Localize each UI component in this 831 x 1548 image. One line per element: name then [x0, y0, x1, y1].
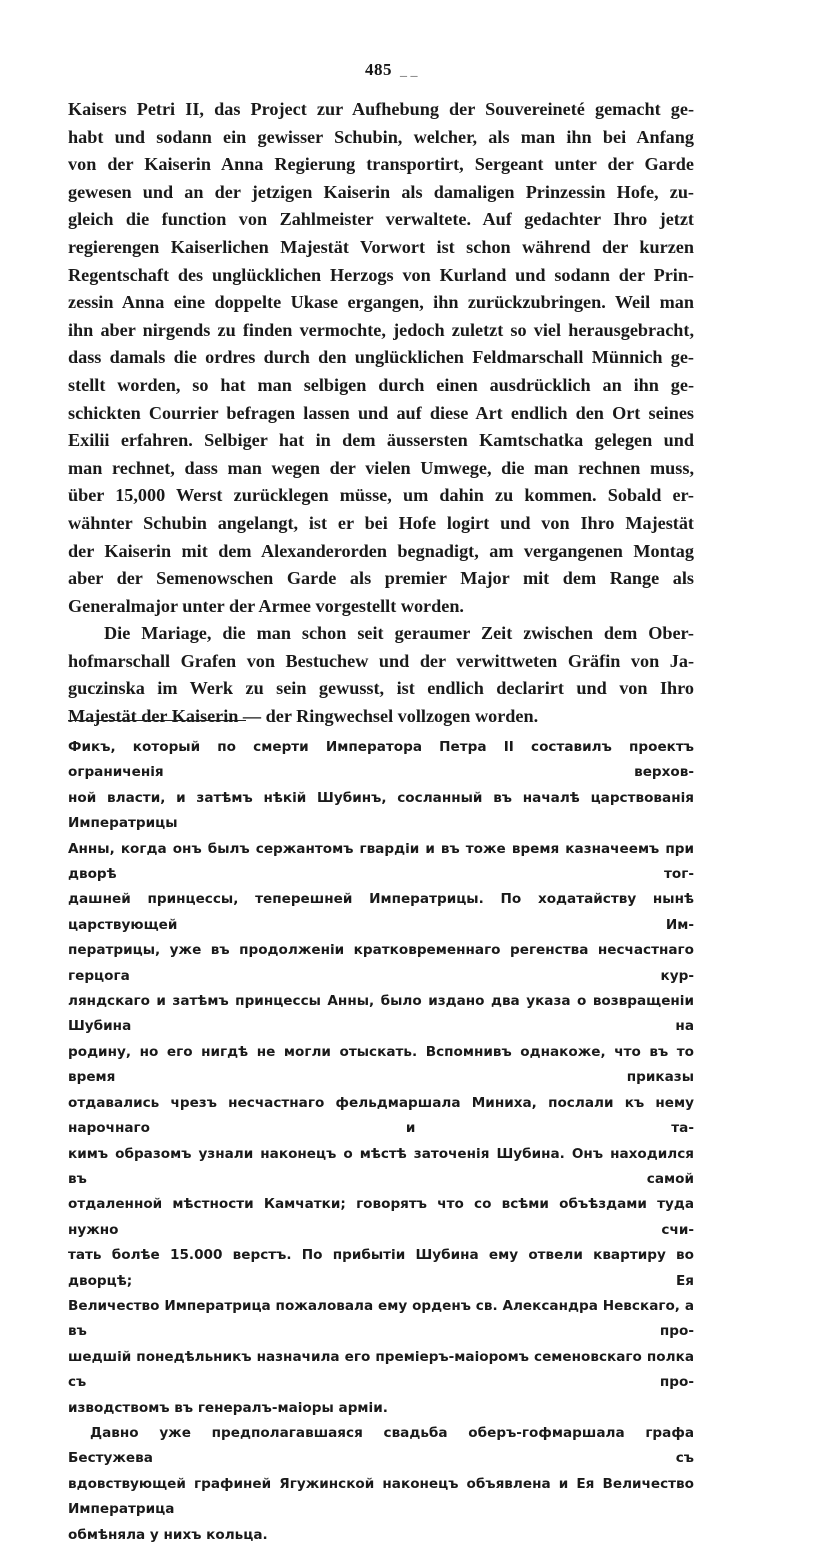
russian-line: отдаленной мѣстности Камчатки; говорятъ что со всѣми объѣздами туда нужно счи-	[68, 1196, 694, 1238]
german-line: dass damals die ordres durch den unglücklichen Feldmarschall Münnich ge-	[68, 347, 694, 368]
russian-line: Величество Императрица пожаловала ему орденъ св. Александра Невскаго, а въ про-	[68, 1297, 694, 1340]
german-line: regierengen Kaiserlichen Majestät Vorwort ist schon während der kurzen	[68, 236, 694, 257]
russian-line: отдавались чрезъ несчастнаго фельдмаршала Миниха, послали къ нему нарочнаго и та-	[68, 1094, 694, 1137]
german-line: Regentschaft des unglücklichen Herzogs von Kurland und sodann der Prin-	[68, 264, 694, 285]
german-line: von der Kaiserin Anna Regierung transportirt, Sergeant unter der Garde	[68, 154, 694, 175]
german-line: stellt worden, so hat man selbigen durch einen ausdrücklich an ihn ge-	[68, 374, 694, 395]
russian-paragraph-2	[68, 1421, 694, 1548]
german-line: Exilii erfahren. Selbiger hat in dem äussersten Kamtschatka gelegen und	[68, 430, 694, 451]
russian-line: Давно уже предполагавшаяся свадьба оберъ-гофмаршала графа Бестужева съ	[68, 1424, 694, 1467]
russian-line: шедшій понедѣльникъ назначила его премiеръ-маiоромъ семеновскаго полка съ про-	[68, 1348, 694, 1391]
german-line: schickten Courrier befragen lassen und auf diese Art endlich den Ort seines	[68, 402, 694, 423]
german-line: über 15,000 Werst zurücklegen müsse, um dahin zu kommen. Sobald er-	[68, 485, 694, 506]
german-line: der Kaiserin mit dem Alexanderorden begnadigt, am vergangenen Montag	[68, 540, 694, 561]
russian-line: изводствомъ въ генералъ-маiоры арміи.	[68, 1399, 388, 1416]
german-line: hofmarschall Grafen von Bestuchew und der verwittweten Gräfin von Ja-	[68, 650, 694, 671]
russian-line: родину, но его нигдѣ не могли отыскать. Вспомнивъ однакоже, что въ то время приказы	[68, 1043, 694, 1086]
page-number: 485	[365, 60, 392, 79]
russian-line: Анны, когда онъ былъ сержантомъ гвардіи и въ тоже время казначеемъ при дворѣ тог-	[68, 840, 694, 883]
russian-line: Фикъ, который по смерти Императора Петра II составилъ проектъ ограниченія верхов-	[68, 739, 694, 781]
german-paragraph-2	[68, 620, 694, 730]
german-line: gewesen und an der jetzigen Kaiserin als damaligen Prinzessin Hofe, zu-	[68, 181, 694, 202]
german-main-text	[68, 96, 694, 731]
russian-line: ляндскаго и затѣмъ принцессы Анны, было издано два указа о возвращеніи Шубина на	[68, 993, 694, 1035]
german-line: Kaisers Petri II, das Project zur Aufhebung der Souvereineté gemacht ge-	[68, 99, 694, 119]
russian-paragraph-1	[68, 735, 694, 1421]
german-line: gleich die function von Zahlmeister verwaltete. Auf gedachter Ihro jetzt	[68, 209, 694, 230]
german-line: aber der Semenowschen Garde als premier Major mit dem Range als	[68, 568, 694, 589]
russian-line: ператрицы, уже въ продолженіи кратковременнаго регенства несчастнаго герцога кур-	[68, 942, 694, 984]
russian-line: ной власти, и затѣмъ нѣкій Шубинъ, сосланный въ началѣ царствованія Императрицы	[68, 789, 694, 832]
german-line: zessin Anna eine doppelte Ukase ergangen, ihn zurückzubringen. Weil man	[68, 292, 694, 313]
russian-line: дашней принцессы, теперешней Императрицы. По ходатайству нынѣ царствующей Им-	[68, 891, 694, 933]
russian-line: кимъ образомъ узнали наконецъ о мѣстѣ заточенія Шубина. Онъ находился въ самой	[68, 1145, 694, 1187]
german-line: man rechnet, dass man wegen der vielen Umwege, die man rechnen muss,	[68, 457, 694, 478]
german-paragraph-1	[68, 96, 694, 620]
german-line: guczinska im Werk zu sein gewusst, ist endlich declarirt und von Ihro	[68, 678, 694, 699]
german-line: Die Mariage, die man schon seit geraumer Zeit zwischen dem Ober-	[104, 623, 694, 644]
footnote-divider	[68, 720, 246, 722]
russian-line: тать болѣе 15.000 верстъ. По прибытіи Шубина ему отвели квартиру во дворцѣ; Ея	[68, 1247, 694, 1289]
page-number-dashes: _ _	[400, 64, 418, 79]
german-line: ihn aber nirgends zu finden vermochte, jedoch zuletzt so viel herausgebracht,	[68, 319, 694, 340]
german-line: habt und sodann ein gewisser Schubin, welcher, als man ihn bei Anfang	[68, 126, 694, 147]
german-line: wähnter Schubin angelangt, ist er bei Hofe logirt und von Ihro Majestät	[68, 512, 694, 533]
german-line: Generalmajor unter der Armee vorgestellt worden.	[68, 595, 464, 616]
russian-line: обмѣняла у нихъ кольца.	[68, 1526, 268, 1543]
russian-translation-text	[68, 735, 694, 1548]
german-line: Majestät der Kaiserin — der Ringwechsel vollzogen worden.	[68, 706, 539, 727]
russian-line: вдовствующей графиней Ягужинской наконецъ объявлена и Ея Величество Императрица	[68, 1475, 694, 1518]
